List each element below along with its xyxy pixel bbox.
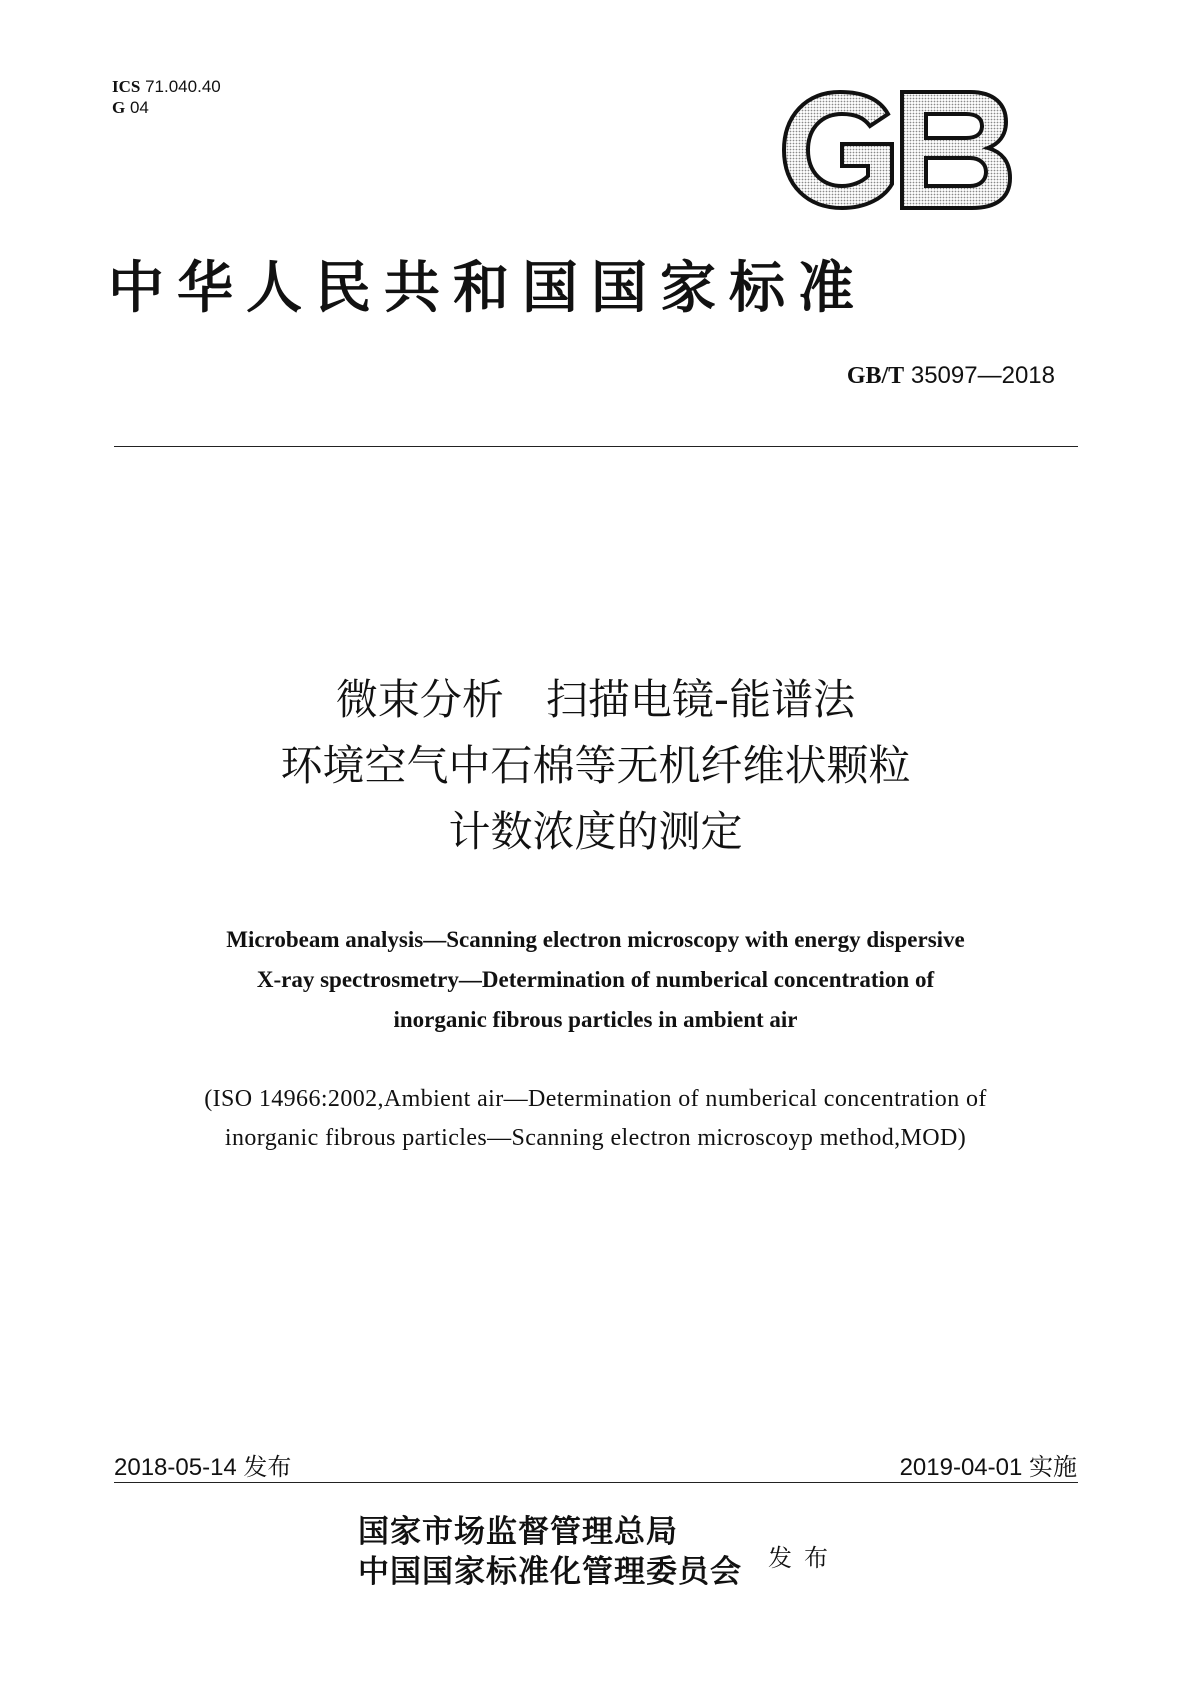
english-title-line: X-ray spectrosmetry—Determination of numberical concentration of bbox=[256, 967, 935, 992]
ccs-label: G bbox=[112, 98, 126, 117]
issuer-line: 国家市场监督管理总局 bbox=[358, 1514, 678, 1550]
gb-logo-b bbox=[902, 92, 1010, 208]
standard-prefix: GB/T bbox=[846, 363, 905, 389]
chinese-title-line: 计数浓度的测定 bbox=[448, 807, 743, 856]
standard-number bbox=[847, 362, 1055, 390]
chinese-title bbox=[0, 667, 1191, 865]
ics-classification bbox=[112, 76, 221, 118]
english-title-line: inorganic fibrous particles in ambient air bbox=[393, 1007, 798, 1032]
footer-divider bbox=[114, 1482, 1078, 1483]
issuing-authorities bbox=[358, 1512, 742, 1592]
iso-reference-line: inorganic fibrous particles—Scanning electron microscoyp method,MOD) bbox=[224, 1125, 967, 1151]
english-title bbox=[0, 920, 1191, 1040]
iso-reference-line: (ISO 14966:2002,Ambient air—Determination of numberical concentration of bbox=[204, 1086, 987, 1112]
issue-label: 发布 bbox=[768, 1544, 840, 1572]
issuer-line: 中国国家标准化管理委员会 bbox=[358, 1554, 742, 1590]
header-divider bbox=[114, 446, 1078, 447]
national-standard-title: 中华人民共和国国家标准 bbox=[108, 256, 867, 321]
gb-logo bbox=[780, 88, 1012, 212]
chinese-title-line: 环境空气中石棉等无机纤维状颗粒 bbox=[280, 741, 911, 790]
english-title-line: Microbeam analysis—Scanning electron microscopy with energy dispersive bbox=[226, 927, 965, 952]
ccs-code: 04 bbox=[129, 98, 149, 117]
implementation-date: 2019-04-01 实施 bbox=[899, 1454, 1077, 1481]
chinese-title-line: 微束分析 扫描电镜-能谱法 bbox=[335, 675, 856, 724]
ics-code: 71.040.40 bbox=[145, 77, 221, 96]
ics-label: ICS bbox=[112, 77, 141, 96]
gb-logo-g bbox=[784, 92, 892, 208]
standard-code: 35097—2018 bbox=[910, 362, 1055, 389]
iso-reference bbox=[0, 1080, 1191, 1158]
issue-date: 2018-05-14 发布 bbox=[114, 1454, 292, 1481]
